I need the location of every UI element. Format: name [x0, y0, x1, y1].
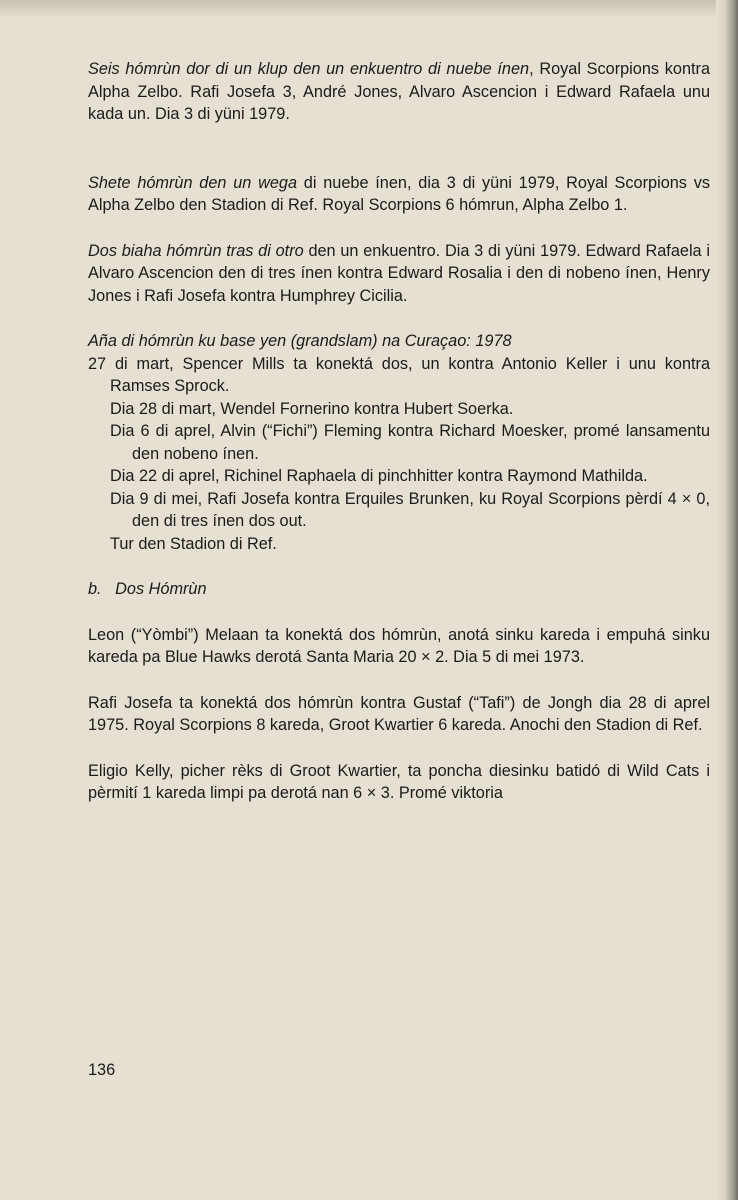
paragraph-eligio-kelly: Eligio Kelly, picher rèks di Groot Kwartier, ta poncha diesinku batidó di Wild Cats i pèrmití 1 kareda limpi pa derotá nan 6 × 3. Promé viktoria [88, 761, 710, 802]
list-item: Tur den Stadion di Ref. [110, 534, 277, 553]
book-binding-shadow [716, 0, 738, 1200]
page-number: 136 [88, 1061, 116, 1079]
grandslam-list [88, 330, 710, 555]
grandslam-heading: Aña di hómrùn ku base yen (grandslam) na Curaçao: 1978 [88, 332, 512, 350]
list-item: 27 di mart, Spencer Mills ta konektá dos, un kontra Antonio Keller i unu kontra Ramses Sprock. [88, 354, 710, 395]
paragraph-text: den un enkuentro. Dia 3 di yüni 1979. Edward Rafaela i Alvaro Ascencion den di tres ínen kontra Edward Rosalia i den di nobeno ínen, Henry Jones i Rafi Josefa kontra Humphrey Cicilia. [88, 241, 710, 305]
paragraph-shete-homrun [88, 172, 710, 217]
page-body [88, 58, 710, 828]
paragraph-lead-italic: Dos biaha hómrùn tras di otro [88, 241, 304, 260]
paragraph-rafi-josefa: Rafi Josefa ta konektá dos hómrùn kontra Gustaf (“Tafi”) de Jongh dia 28 di aprel 1975. Royal Scorpions 8 kareda, Groot Kwartier 6 kareda. Anochi den Stadion di Ref. [88, 693, 710, 734]
list-item: Dia 9 di mei, Rafi Josefa kontra Erquiles Brunken, ku Royal Scorpions pèrdí 4 × 0, den di tres ínen dos out. [110, 489, 710, 530]
section-b-title: b. Dos Hómrùn [88, 580, 207, 598]
list-item: Dia 22 di aprel, Richinel Raphaela di pinchhitter kontra Raymond Mathilda. [110, 467, 648, 485]
paragraph-lead-italic: Shete hómrùn den un wega [88, 173, 298, 192]
paragraph-leon-melaan: Leon (“Yòmbi”) Melaan ta konektá dos hómrùn, anotá sinku kareda i empuhá sinku kareda pa Blue Hawks derotá Santa Maria 20 × 2. Dia 5 di mei 1973. [88, 625, 710, 666]
paragraph-text: , Royal Scorpions kontra Alpha Zelbo. Rafi Josefa 3, André Jones, Alvaro Ascencion i Edward Rafaela unu kada un. Dia 3 di yüni 1979. [88, 60, 710, 123]
list-item: Dia 6 di aprel, Alvin (“Fichi”) Fleming kontra Richard Moesker, promé lansamentu den nobeno ínen. [110, 422, 710, 463]
paragraph-dos-biaha [88, 240, 710, 308]
paragraph-seis-homrun [88, 58, 710, 126]
paragraph-text: di nuebe ínen, dia 3 di yüni 1979, Royal Scorpions vs Alpha Zelbo den Stadion di Ref. Royal Scorpions 6 hómrun, Alpha Zelbo 1. [88, 173, 710, 214]
paragraph-lead-italic: Seis hómrùn dor di un klup den un enkuentro di nuebe ínen [88, 60, 530, 78]
list-item: Dia 28 di mart, Wendel Fornerino kontra Hubert Soerka. [110, 399, 514, 418]
page-top-shadow [0, 0, 738, 18]
